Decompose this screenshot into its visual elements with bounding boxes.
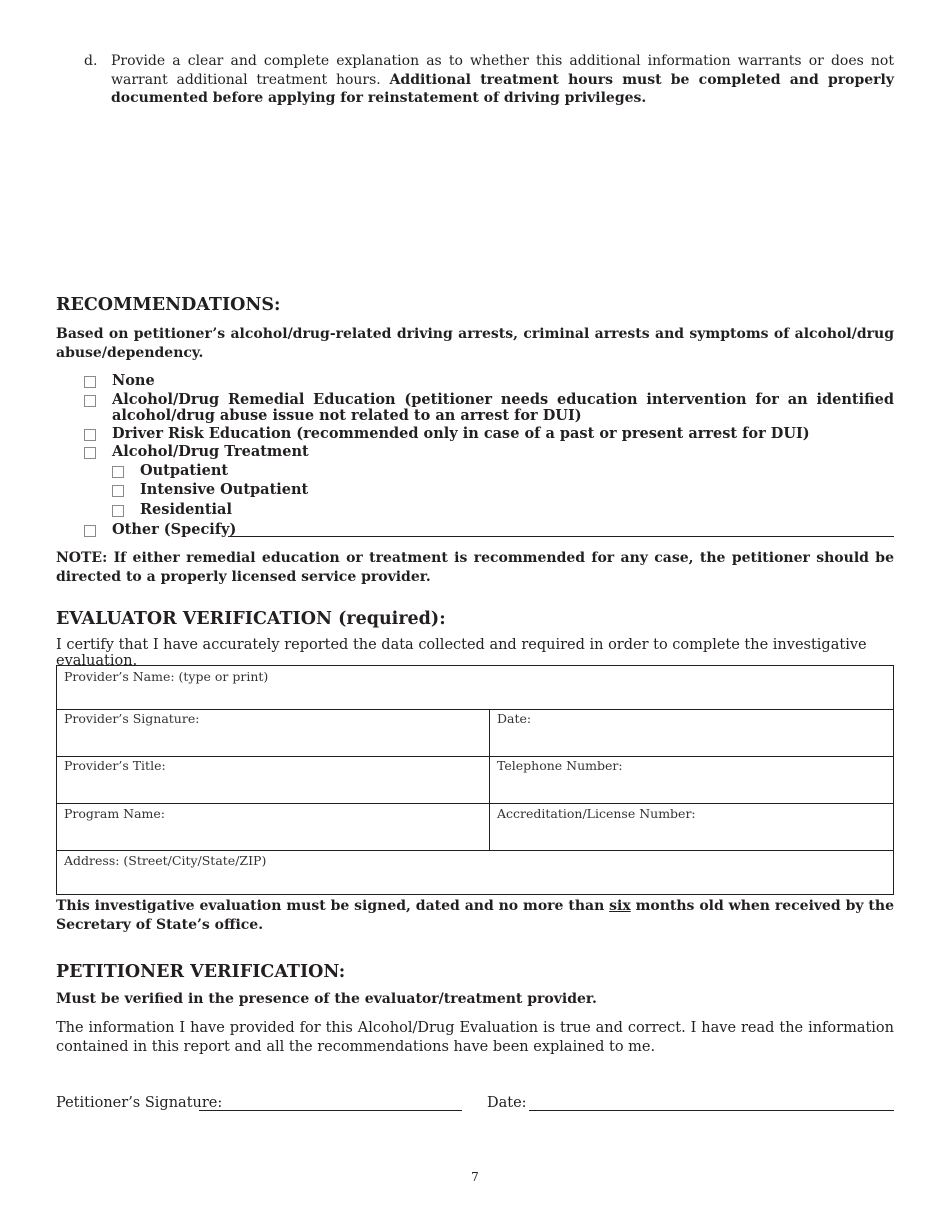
petitioner-must: Must be verified in the presence of the evaluator/treatment provider.: [56, 991, 597, 1007]
option-none-label: None: [112, 372, 155, 389]
date-field[interactable]: Date:: [497, 711, 532, 726]
provider-signature-field[interactable]: Provider’s Signature:: [64, 711, 200, 726]
form-page: [56, 0, 894, 1230]
provider-title-field[interactable]: Provider’s Title:: [64, 758, 166, 773]
option-residential-label: Residential: [140, 501, 232, 518]
telephone-field[interactable]: Telephone Number:: [497, 758, 623, 773]
accreditation-field[interactable]: Accreditation/License Number:: [497, 806, 696, 821]
recommendations-intro: Based on petitioner’s alcohol/drug-related driving arrests, criminal arrests and symptoms of alcohol/drug abuse/dependency.: [56, 326, 894, 361]
checkbox-driver-risk[interactable]: [84, 429, 96, 441]
option-outpatient-label: Outpatient: [140, 462, 229, 479]
option-treatment-label: Alcohol/Drug Treatment: [112, 443, 309, 460]
item-d-bold-text: Additional treatment hours must be completed and properly documented before applying for reinstatement of driving privileges.: [111, 71, 895, 106]
option-remedial-label: Alcohol/Drug Remedial Education (petitioner needs education intervention for an identified alcohol/drug abuse issue not related to an arrest for DUI): [112, 391, 894, 424]
option-driver-risk-label: Driver Risk Education (recommended only in case of a past or present arrest for DUI): [112, 425, 810, 442]
checkbox-remedial[interactable]: [84, 395, 96, 407]
six-month-note: [56, 897, 894, 935]
petitioner-info: The information I have provided for this Alcohol/Drug Evaluation is true and correct. I have read the information contained in this report and all the recommendations have been explained to me.: [56, 1020, 894, 1055]
option-intensive-outpatient: [56, 482, 308, 498]
six-note-under: six: [609, 898, 631, 914]
option-none: [56, 373, 894, 389]
evaluator-grid: [56, 665, 894, 895]
petitioner-signature-label: Petitioner’s Signature:: [56, 1095, 223, 1111]
petitioner-signature-row: [56, 1095, 894, 1117]
item-d-letter: d.: [84, 53, 98, 69]
item-d: [84, 52, 894, 108]
petitioner-date-line[interactable]: [529, 1110, 894, 1111]
provider-name-field[interactable]: Provider’s Name: (type or print): [64, 669, 269, 684]
six-note-pre: This investigative evaluation must be signed, dated and no more than: [56, 898, 610, 914]
grid-divider: [57, 709, 893, 710]
option-residential: [56, 502, 232, 518]
option-driver-risk: [56, 426, 894, 442]
checkbox-none[interactable]: [84, 376, 96, 388]
option-remedial: [56, 392, 894, 424]
petitioner-date-label: Date:: [487, 1095, 527, 1111]
other-specify-line[interactable]: [228, 536, 894, 537]
grid-divider: [57, 756, 893, 757]
option-outpatient: [56, 463, 228, 479]
recommendations-heading: RECOMMENDATIONS:: [56, 295, 281, 315]
checkbox-outpatient[interactable]: [112, 466, 124, 478]
checkbox-other[interactable]: [84, 525, 96, 537]
checkbox-residential[interactable]: [112, 505, 124, 517]
evaluator-certify: I certify that I have accurately reported the data collected and required in order to complete the investigative evaluation.: [56, 637, 867, 669]
checkbox-treatment[interactable]: [84, 447, 96, 459]
grid-divider: [57, 850, 893, 851]
grid-vertical-divider: [489, 710, 490, 851]
item-d-text: Provide a clear and complete explanation as to whether this additional information warrants or does not warrant additional treatment hours.: [111, 53, 894, 88]
page-number: 7: [471, 1170, 479, 1184]
option-intensive-outpatient-label: Intensive Outpatient: [140, 481, 309, 498]
option-other-label: Other (Specify): [112, 521, 237, 538]
six-note-post: months old when received by the Secretary of State’s office.: [56, 898, 894, 933]
program-name-field[interactable]: Program Name:: [64, 806, 166, 821]
petitioner-heading: PETITIONER VERIFICATION:: [56, 962, 346, 982]
checkbox-intensive-outpatient[interactable]: [112, 485, 124, 497]
recommendation-note: NOTE: If either remedial education or treatment is recommended for any case, the petitioner should be directed to a properly licensed service provider.: [56, 550, 894, 585]
evaluator-heading: EVALUATOR VERIFICATION (required):: [56, 609, 446, 629]
address-field[interactable]: Address: (Street/City/State/ZIP): [64, 853, 267, 868]
item-d-body: [111, 52, 894, 108]
grid-divider: [57, 803, 893, 804]
option-treatment: [56, 444, 894, 460]
petitioner-signature-line[interactable]: [199, 1110, 462, 1111]
